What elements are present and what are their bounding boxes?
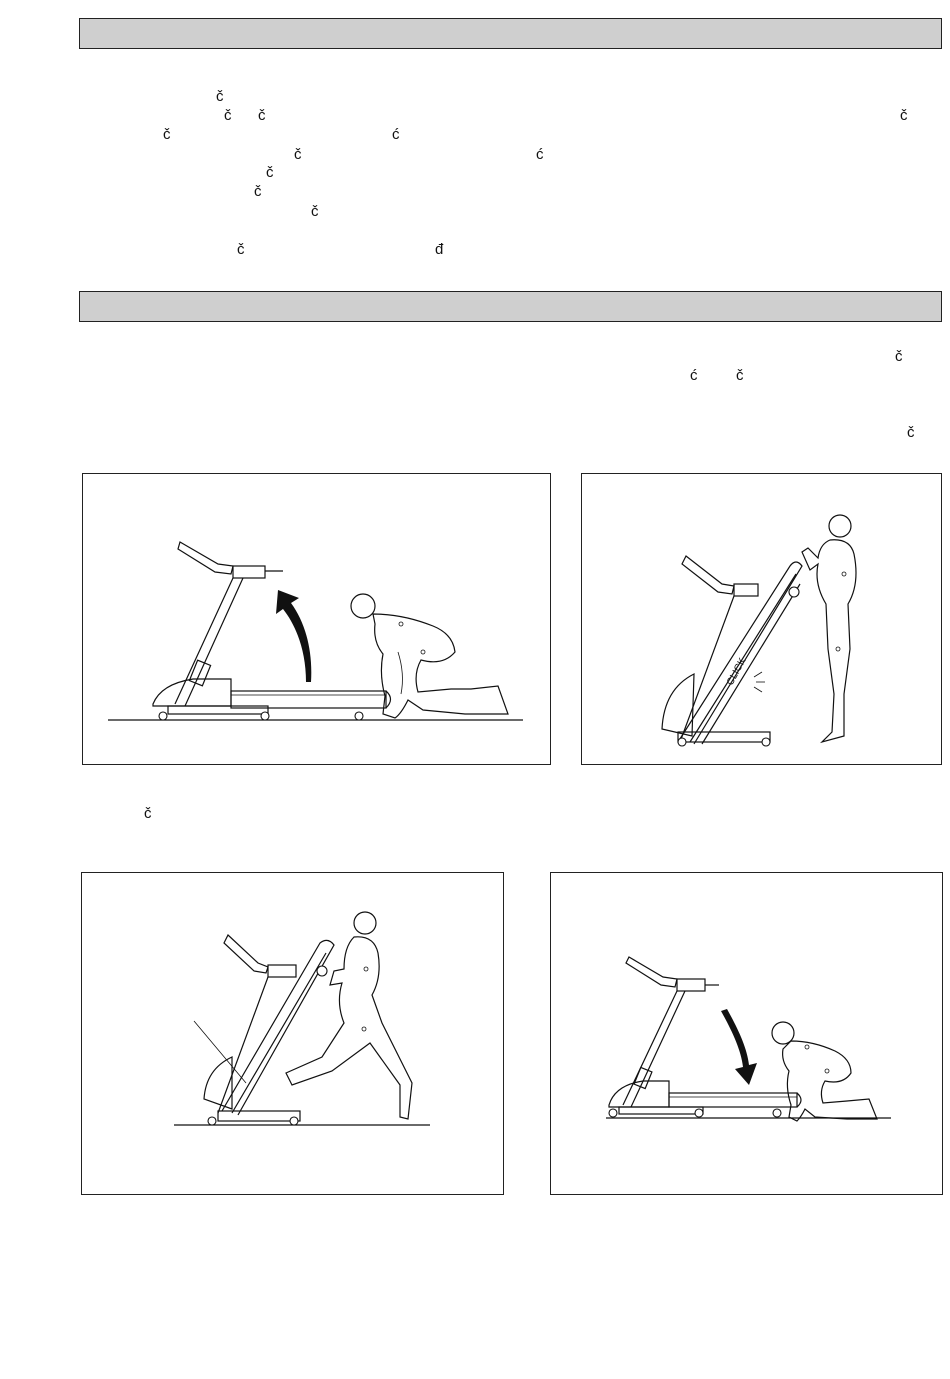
section-header-bar-1 <box>79 18 942 49</box>
treadmill-fold-illustration-2 <box>582 474 943 766</box>
text-glyph: č <box>294 146 302 163</box>
figure-frame-2 <box>581 473 942 765</box>
text-glyph: đ <box>435 241 444 258</box>
text-glyph: ć <box>392 126 400 143</box>
text-glyph: č <box>266 164 274 181</box>
text-glyph: č <box>907 424 915 441</box>
figure-frame-4 <box>550 872 943 1195</box>
treadmill-fold-illustration-4 <box>551 873 944 1196</box>
text-glyph: č <box>163 126 171 143</box>
figure-frame-1 <box>82 473 551 765</box>
text-glyph: č <box>216 88 224 105</box>
text-glyph: č <box>144 805 152 822</box>
treadmill-fold-illustration-3 <box>82 873 505 1196</box>
text-glyph: č <box>311 203 319 220</box>
text-glyph: č <box>895 348 903 365</box>
text-glyph: č <box>258 107 266 124</box>
text-glyph: č <box>224 107 232 124</box>
treadmill-fold-illustration-1 <box>83 474 552 766</box>
click-label: CLICK <box>724 656 749 688</box>
text-glyph: ć <box>536 146 544 163</box>
section-header-bar-2 <box>79 291 942 322</box>
text-glyph: č <box>254 183 262 200</box>
text-glyph: č <box>736 367 744 384</box>
figure-frame-3 <box>81 872 504 1195</box>
text-glyph: č <box>237 241 245 258</box>
text-glyph: ć <box>690 367 698 384</box>
text-glyph: č <box>900 107 908 124</box>
